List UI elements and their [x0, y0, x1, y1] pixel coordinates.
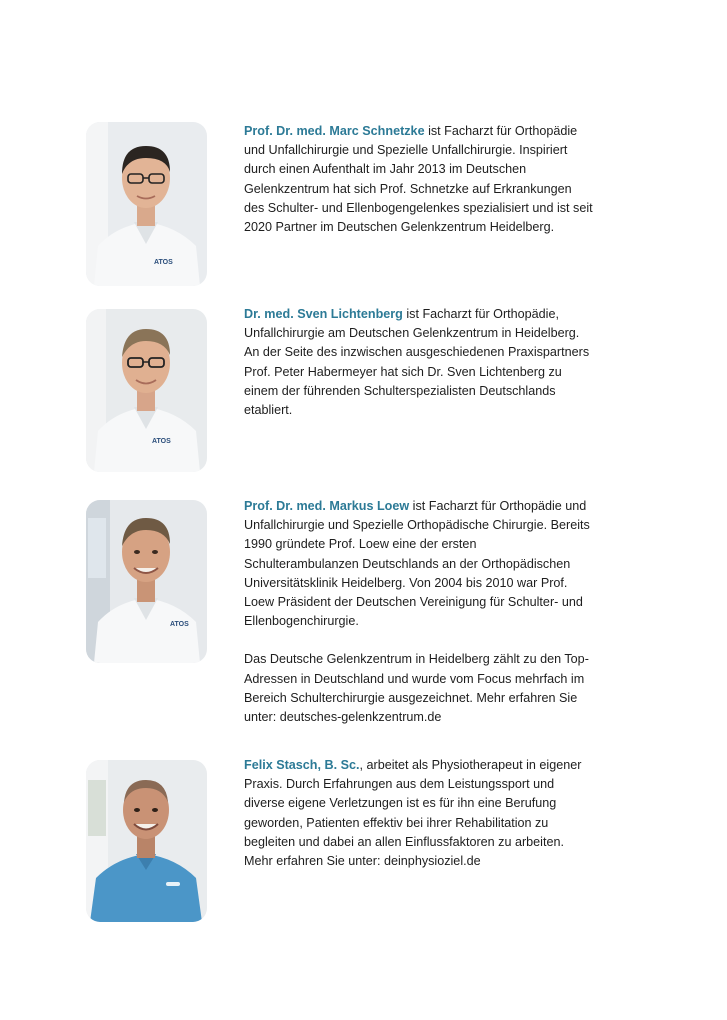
author-name: Dr. med. Sven Lichtenberg	[244, 307, 403, 321]
portrait-loew-image	[86, 500, 207, 663]
bio-paragraph	[244, 305, 594, 420]
shirt-logo: ATOS	[154, 259, 173, 266]
author-bio	[244, 122, 594, 237]
author-bio-text: ist Facharzt für Orthopädie und Unfallchirurgie und Spezielle Unfallchirurgie. Inspiriert durch einen Aufenthalt im Jahr 2013 im Deutschen Gelenkzentrum hat sich Prof. Schnetzke auf Erkrankungen des Schulter- und Ellenbogengelenkes spezialisiert und ist seit 2020 Partner im Deutschen Gelenkzentrum Heidelberg.	[244, 124, 593, 235]
bio-paragraph	[244, 756, 594, 871]
portrait-schnetzke-image	[86, 122, 207, 286]
portrait-stasch-image	[86, 760, 207, 922]
author-name: Felix Stasch, B. Sc.	[244, 758, 360, 772]
portrait-photo	[86, 760, 207, 922]
bio-paragraph-extra: Das Deutsche Gelenkzentrum in Heidelberg zählt zu den Top-Adressen in Deutschland und wurde vom Focus mehrfach im Bereich Schulterchirurgie ausgezeichnet. Mehr erfahren Sie unter: deutsches-gelenkzentrum.de	[244, 652, 589, 725]
shirt-emblem-icon	[166, 882, 180, 886]
author-bio-text: , arbeitet als Physiotherapeut in eigener Praxis. Durch Erfahrungen aus dem Leistungssport und diverse eigene Verletzungen ist es für ihn eine Berufung geworden, Patienten effektiv bei ihrer Rehabilitation zu begleiten und dabei an allen Einflussfaktoren zu arbeiten. Mehr erfahren Sie unter: deinphysioziel.de	[244, 758, 582, 869]
author-bio	[244, 756, 594, 871]
portrait-photo	[86, 122, 207, 286]
shirt-logo: ATOS	[170, 621, 189, 628]
portrait-photo	[86, 309, 207, 472]
bio-paragraph	[244, 122, 594, 237]
author-bio	[244, 497, 594, 727]
author-name: Prof. Dr. med. Marc Schnetzke	[244, 124, 425, 138]
author-bio-text: ist Facharzt für Orthopädie, Unfallchirurgie am Deutschen Gelenkzentrum in Heidelberg. An der Seite des inzwischen ausgeschiedenen Praxispartners Prof. Peter Habermeyer hat sich Dr. Sven Lichtenberg zu einem der führenden Schulterspezialisten Deutschlands etabliert.	[244, 307, 590, 418]
portrait-photo	[86, 500, 207, 663]
author-name: Prof. Dr. med. Markus Loew	[244, 499, 410, 513]
bio-paragraph	[244, 497, 594, 631]
author-bio	[244, 305, 594, 420]
author-bio-text: ist Facharzt für Orthopädie und Unfallchirurgie und Spezielle Orthopädische Chirurgie. Bereits 1990 gründete Prof. Loew eine der ersten Schulterambulanzen Deutschlands an der Orthopädischen Universitätsklinik Heidelberg. Von 2004 bis 2010 war Prof. Loew Präsident der Deutschen Vereinigung für Schulter- und Ellenbogenchirurgie.	[244, 499, 590, 629]
portrait-lichtenberg-image	[86, 309, 207, 472]
shirt-logo: ATOS	[152, 438, 171, 445]
